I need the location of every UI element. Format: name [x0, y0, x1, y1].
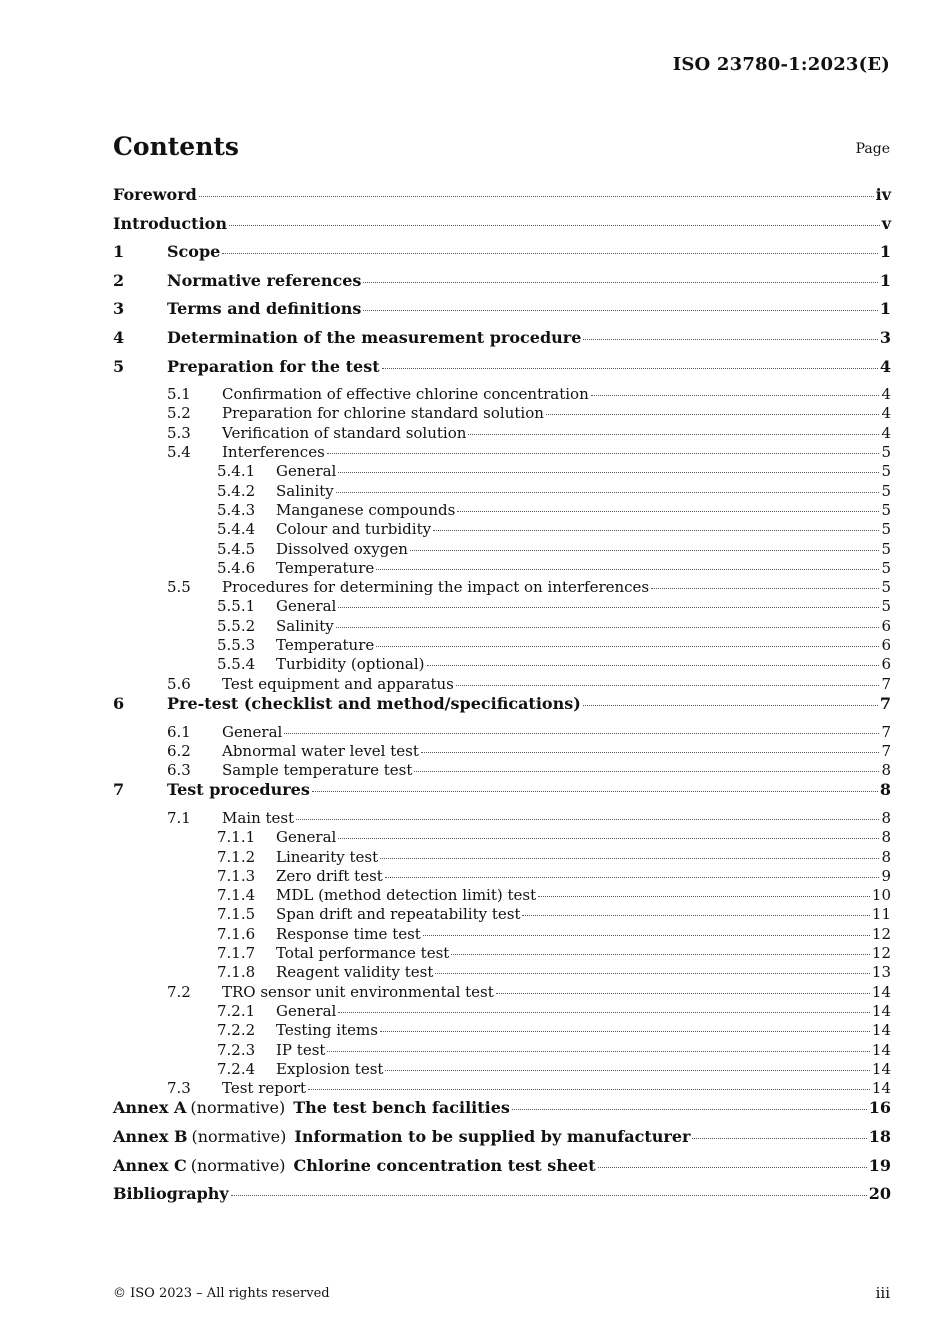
toc-entry-title: Manganese compounds: [276, 500, 456, 519]
toc-entry-number: 7: [113, 780, 125, 800]
toc-annex-type: (normative): [190, 1098, 286, 1118]
toc-entry-number: 5.5.2: [217, 616, 256, 635]
toc-entry[interactable]: [113, 655, 891, 674]
toc-entry-page: 5: [881, 597, 891, 616]
toc-entry-page: 12: [871, 944, 891, 963]
dot-leader: [222, 253, 878, 254]
toc-entry-title: Preparation for the test: [167, 356, 380, 376]
toc-entry-number: 2: [113, 270, 125, 290]
toc-entry[interactable]: [113, 723, 891, 742]
toc-entry-title: Temperature: [276, 636, 375, 655]
toc-entry[interactable]: [113, 828, 891, 847]
dot-leader: [284, 733, 879, 734]
dot-leader: [427, 665, 880, 666]
toc-entry-page: 13: [871, 963, 891, 982]
toc-entry-page: 8: [879, 780, 891, 800]
toc-entry-title: Span drift and repeatability test: [276, 905, 521, 924]
toc-entry-page: 14: [871, 1079, 891, 1098]
toc-entry-number: 5: [113, 356, 125, 376]
toc-entry-title: Procedures for determining the impact on interferences: [222, 578, 650, 597]
toc-entry-page: 5: [881, 443, 891, 462]
toc-entry-number: 5.1: [167, 385, 191, 404]
toc-entry-page: v: [881, 213, 891, 233]
toc-entry-page: 6: [881, 636, 891, 655]
copyright-notice: © ISO 2023 – All rights reserved: [113, 1286, 330, 1301]
toc-entry-title: Preparation for chlorine standard solution: [222, 404, 544, 423]
dot-leader: [522, 915, 869, 916]
toc-entry-page: 9: [881, 866, 891, 885]
toc-entry-page: 8: [881, 847, 891, 866]
toc-entry[interactable]: [113, 809, 891, 828]
toc-entry-title: Confirmation of effective chlorine concentration: [222, 385, 589, 404]
toc-entry[interactable]: [113, 1098, 891, 1127]
toc-entry-number: 5.4.4: [217, 520, 256, 539]
dot-leader: [199, 196, 874, 197]
dot-leader: [435, 973, 870, 974]
toc-entry-number: 7.1.8: [217, 963, 256, 982]
dot-leader: [591, 395, 880, 396]
dot-leader: [336, 492, 880, 493]
toc-entry-page: 4: [881, 423, 891, 442]
toc-entry-title: General: [222, 722, 283, 741]
dot-leader: [363, 310, 877, 311]
toc-entry-page: 10: [871, 886, 891, 905]
toc-annex-label: Annex A: [113, 1098, 187, 1118]
toc-entry-page: 5: [881, 520, 891, 539]
toc-entry[interactable]: [113, 848, 891, 867]
toc-entry-title: Zero drift test: [276, 866, 383, 885]
toc-entry[interactable]: [113, 1021, 891, 1040]
contents-title: Contents: [113, 132, 240, 161]
dot-leader: [385, 877, 880, 878]
toc-entry[interactable]: [113, 443, 891, 462]
toc-entry-page: 5: [881, 462, 891, 481]
toc-entry-page: 14: [871, 1001, 891, 1020]
toc-entry-title: The test bench facilities: [293, 1098, 510, 1118]
dot-leader: [457, 511, 879, 512]
toc-entry-page: 5: [881, 558, 891, 577]
toc-entry[interactable]: [113, 742, 891, 761]
toc-entry-number: 7.2: [167, 982, 191, 1001]
toc-entry-number: 7.1.4: [217, 886, 256, 905]
dot-leader: [308, 1089, 870, 1090]
toc-entry[interactable]: [113, 886, 891, 905]
toc-entry[interactable]: [113, 1002, 891, 1021]
dot-leader: [231, 1195, 867, 1196]
toc-entry-title: IP test: [276, 1040, 326, 1059]
dot-leader: [468, 434, 879, 435]
toc-entry-number: 3: [113, 299, 125, 319]
dot-leader: [336, 627, 880, 628]
toc-entry-page: 5: [881, 500, 891, 519]
toc-entry-page: 4: [879, 356, 891, 376]
dot-leader: [423, 935, 870, 936]
toc-entry-number: 5.5.1: [217, 597, 256, 616]
toc-entry-number: 7.2.3: [217, 1040, 256, 1059]
toc-entry-page: 7: [879, 693, 891, 713]
toc-entry[interactable]: [113, 357, 891, 386]
toc-entry-number: 7.1.6: [217, 924, 256, 943]
toc-entry-number: 7.2.2: [217, 1021, 256, 1040]
toc-entry-title: Determination of the measurement procedure: [167, 327, 582, 347]
toc-annex-type: (normative): [191, 1127, 287, 1147]
toc-entry-page: 14: [871, 1040, 891, 1059]
toc-entry-title: Foreword: [113, 185, 197, 204]
toc-entry-page: 4: [881, 385, 891, 404]
toc-entry[interactable]: [113, 867, 891, 886]
toc-entry[interactable]: [113, 1079, 891, 1098]
toc-entry-number: 5.5.3: [217, 636, 256, 655]
toc-entry-page: 14: [871, 982, 891, 1001]
toc-entry[interactable]: [113, 1060, 891, 1079]
toc-entry-number: 5.4.1: [217, 462, 256, 481]
dot-leader: [338, 838, 879, 839]
toc-annex-type: (normative): [190, 1155, 286, 1175]
toc-entry-title: Test procedures: [167, 780, 310, 800]
toc-entry-page: 4: [881, 404, 891, 423]
toc-entry-title: Normative references: [167, 270, 362, 290]
toc-entry-number: 7.1.3: [217, 866, 256, 885]
toc-entry[interactable]: [113, 328, 891, 357]
toc-entry-title: Explosion test: [276, 1059, 384, 1078]
toc-entry-number: 5.5.4: [217, 655, 256, 674]
page-column-label: Page: [855, 141, 890, 157]
toc-entry-title: Information to be supplied by manufacturer: [294, 1127, 691, 1147]
toc-entry[interactable]: [113, 694, 891, 723]
toc-entry-number: 1: [113, 242, 125, 262]
dot-leader: [546, 414, 880, 415]
toc-entry-page: 6: [881, 655, 891, 674]
toc-entry-number: 6.1: [167, 722, 191, 741]
dot-leader: [433, 530, 879, 531]
toc-entry-page: 7: [881, 722, 891, 741]
toc-entry-title: Total performance test: [276, 944, 450, 963]
toc-entry[interactable]: [113, 271, 891, 300]
toc-entry-number: 7.1.7: [217, 944, 256, 963]
page-number: iii: [875, 1284, 890, 1302]
toc-entry-page: 1: [879, 270, 891, 290]
toc-entry-page: 16: [868, 1098, 891, 1118]
toc-entry-page: 20: [868, 1184, 891, 1204]
toc-entry-page: 5: [881, 481, 891, 500]
toc-entry[interactable]: [113, 242, 891, 271]
toc-entry-title: Salinity: [276, 616, 334, 635]
toc-entry-title: Linearity test: [276, 847, 379, 866]
dot-leader: [296, 819, 879, 820]
toc-entry-title: Response time test: [276, 924, 421, 943]
toc-entry-page: 7: [881, 741, 891, 760]
dot-leader: [692, 1138, 866, 1139]
dot-leader: [651, 588, 879, 589]
toc-entry[interactable]: [113, 1127, 891, 1156]
toc-entry[interactable]: [113, 462, 891, 481]
toc-entry-page: 8: [881, 808, 891, 827]
toc-entry[interactable]: [113, 424, 891, 443]
dot-leader: [338, 607, 879, 608]
toc-entry-page: 12: [871, 924, 891, 943]
toc-entry-title: Bibliography: [113, 1184, 229, 1204]
dot-leader: [583, 705, 878, 706]
toc-entry-title: General: [276, 828, 337, 847]
toc-entry-title: Dissolved oxygen: [276, 539, 408, 558]
toc-entry[interactable]: [113, 1041, 891, 1060]
toc-entry-number: 5.3: [167, 423, 191, 442]
dot-leader: [385, 1070, 869, 1071]
toc-entry-title: Salinity: [276, 481, 334, 500]
toc-entry-title: Testing items: [276, 1021, 378, 1040]
toc-entry[interactable]: [113, 617, 891, 636]
toc-entry-number: 7.1.5: [217, 905, 256, 924]
dot-leader: [327, 1051, 869, 1052]
dot-leader: [421, 752, 880, 753]
toc-entry-number: 6.3: [167, 761, 191, 780]
toc-entry[interactable]: [113, 636, 891, 655]
toc-entry-page: 5: [881, 539, 891, 558]
dot-leader: [380, 858, 879, 859]
toc-entry[interactable]: [113, 185, 891, 214]
toc-entry[interactable]: [113, 1156, 891, 1185]
toc-entry-number: 7.1.2: [217, 847, 256, 866]
toc-entry[interactable]: [113, 214, 891, 243]
toc-entry-number: 7.2.4: [217, 1059, 256, 1078]
dot-leader: [538, 896, 870, 897]
toc-entry[interactable]: [113, 963, 891, 982]
toc-entry-number: 6.2: [167, 741, 191, 760]
dot-leader: [376, 569, 879, 570]
toc-entry-number: 5.4.5: [217, 539, 256, 558]
toc-entry[interactable]: [113, 983, 891, 1002]
dot-leader: [496, 993, 870, 994]
toc-entry-title: Sample temperature test: [222, 761, 413, 780]
toc-entry[interactable]: [113, 761, 891, 780]
toc-entry[interactable]: [113, 675, 891, 694]
toc-annex-label: Annex B: [113, 1127, 188, 1147]
toc-entry-title: Terms and definitions: [167, 299, 362, 319]
toc-entry-number: 5.2: [167, 404, 191, 423]
toc-entry-number: 5.4.6: [217, 558, 256, 577]
dot-leader: [456, 685, 880, 686]
toc-entry-title: Temperature: [276, 558, 375, 577]
dot-leader: [512, 1109, 867, 1110]
toc-entry[interactable]: [113, 559, 891, 578]
toc-entry[interactable]: [113, 299, 891, 328]
toc-entry-title: Test report: [222, 1079, 307, 1098]
toc-entry-title: Colour and turbidity: [276, 520, 432, 539]
toc-entry-title: Reagent validity test: [276, 963, 434, 982]
toc-entry-title: General: [276, 1001, 337, 1020]
toc-entry[interactable]: [113, 578, 891, 597]
dot-leader: [410, 550, 880, 551]
toc-entry-title: Interferences: [222, 443, 325, 462]
toc-entry[interactable]: [113, 404, 891, 423]
dot-leader: [376, 646, 879, 647]
toc-entry-title: General: [276, 597, 337, 616]
dot-leader: [338, 472, 879, 473]
toc-entry[interactable]: [113, 520, 891, 539]
dot-leader: [382, 368, 878, 369]
toc-entry-title: Test equipment and apparatus: [222, 674, 454, 693]
toc-entry[interactable]: [113, 482, 891, 501]
toc-entry-page: 6: [881, 616, 891, 635]
toc-entry-title: TRO sensor unit environmental test: [222, 982, 494, 1001]
toc-entry-title: Chlorine concentration test sheet: [293, 1155, 596, 1175]
toc-entry[interactable]: [113, 780, 891, 809]
toc-entry-page: iv: [875, 185, 891, 204]
toc-entry-number: 5.4.3: [217, 500, 256, 519]
dot-leader: [598, 1167, 867, 1168]
toc-entry-title: Pre-test (checklist and method/specifications): [167, 693, 581, 713]
toc-entry-title: MDL (method detection limit) test: [276, 886, 537, 905]
toc-entry-page: 7: [881, 674, 891, 693]
toc-entry-page: 19: [868, 1155, 891, 1175]
toc-entry-number: 7.1.1: [217, 828, 256, 847]
toc-entry-page: 1: [879, 299, 891, 319]
toc-entry[interactable]: [113, 540, 891, 559]
toc-entry[interactable]: [113, 1184, 891, 1213]
toc-entry[interactable]: [113, 385, 891, 404]
toc-entry-number: 5.6: [167, 674, 191, 693]
toc-entry-number: 7.2.1: [217, 1001, 256, 1020]
dot-leader: [414, 771, 879, 772]
dot-leader: [363, 282, 877, 283]
toc-entry-page: 18: [868, 1127, 891, 1147]
toc-entry-title: General: [276, 462, 337, 481]
dot-leader: [451, 954, 870, 955]
toc-entry[interactable]: [113, 501, 891, 520]
toc-entry-number: 5.4: [167, 443, 191, 462]
toc-entry[interactable]: [113, 597, 891, 616]
toc-entry-number: 5.4.2: [217, 481, 256, 500]
toc-entry-page: 8: [881, 828, 891, 847]
dot-leader: [327, 453, 880, 454]
toc-entry[interactable]: [113, 905, 891, 924]
toc-entry-title: Main test: [222, 808, 295, 827]
toc-entry[interactable]: [113, 944, 891, 963]
toc-entry-page: 14: [871, 1021, 891, 1040]
dot-leader: [229, 225, 880, 226]
document-id: ISO 23780-1:2023(E): [672, 54, 890, 75]
toc-entry-title: Abnormal water level test: [222, 741, 419, 760]
toc-entry-number: 7.3: [167, 1079, 191, 1098]
toc-entry-number: 7.1: [167, 808, 191, 827]
toc-entry-page: 5: [881, 578, 891, 597]
toc-entry-title: Scope: [167, 242, 221, 262]
toc-entry-number: 5.5: [167, 578, 191, 597]
toc-annex-label: Annex C: [113, 1155, 187, 1175]
toc-entry-number: 6: [113, 693, 125, 713]
toc-entry-page: 8: [881, 761, 891, 780]
toc-entry[interactable]: [113, 925, 891, 944]
toc-entry-title: Introduction: [113, 213, 227, 233]
toc-entry-title: Turbidity (optional): [276, 655, 425, 674]
toc-entry-page: 1: [879, 242, 891, 262]
table-of-contents: [113, 185, 891, 1213]
dot-leader: [338, 1012, 870, 1013]
toc-entry-title: Verification of standard solution: [222, 423, 467, 442]
toc-entry-page: 14: [871, 1059, 891, 1078]
dot-leader: [380, 1031, 870, 1032]
dot-leader: [583, 339, 877, 340]
toc-entry-number: 4: [113, 327, 125, 347]
toc-entry-page: 11: [871, 905, 891, 924]
dot-leader: [312, 791, 878, 792]
toc-entry-page: 3: [879, 327, 891, 347]
